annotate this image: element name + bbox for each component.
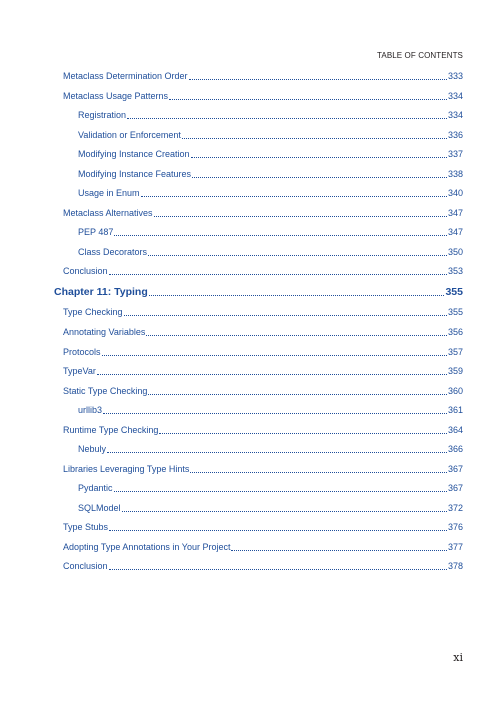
toc-entry[interactable] — [78, 502, 463, 514]
toc-entry-page-number: 333 — [447, 71, 463, 81]
toc-entry-title: Adopting Type Annotations in Your Project — [63, 542, 231, 552]
toc-entry-page-number: 355 — [445, 286, 463, 298]
toc-entry-page-number: 336 — [447, 130, 463, 140]
toc-entry[interactable] — [63, 265, 463, 277]
dot-leader — [146, 326, 447, 336]
toc-entry-page-number: 377 — [447, 542, 463, 552]
toc-entry-page-number: 355 — [447, 307, 463, 317]
toc-entry[interactable] — [78, 187, 463, 199]
toc-entry-page-number: 367 — [447, 483, 463, 493]
toc-entry[interactable] — [63, 463, 463, 475]
toc-entry-page-number: 361 — [447, 405, 463, 415]
toc-entry-page-number: 367 — [447, 464, 463, 474]
dot-leader — [148, 385, 447, 395]
toc-entry-title: PEP 487 — [78, 227, 114, 237]
toc-entry-title: Conclusion — [63, 561, 108, 571]
page-number: xi — [453, 651, 463, 664]
toc-entry-page-number: 372 — [447, 503, 463, 513]
dot-leader — [107, 443, 447, 453]
toc-entry-title: Chapter 11: Typing — [54, 286, 148, 298]
dot-leader — [182, 129, 447, 139]
dot-leader — [231, 541, 447, 551]
toc-entry-title: Conclusion — [63, 266, 108, 276]
dot-leader — [189, 70, 447, 80]
toc-entry[interactable] — [63, 207, 463, 219]
dot-leader — [122, 502, 447, 512]
dot-leader — [102, 346, 447, 356]
dot-leader — [159, 424, 447, 434]
toc-entry-title: Modifying Instance Creation — [78, 149, 190, 159]
dot-leader — [97, 365, 447, 375]
toc-chapter-entry[interactable] — [54, 285, 463, 299]
toc-entry-page-number: 356 — [447, 327, 463, 337]
toc-entry[interactable] — [78, 443, 463, 455]
dot-leader — [154, 207, 447, 217]
toc-entry-title: SQLModel — [78, 503, 121, 513]
toc-entry-title: Metaclass Determination Order — [63, 71, 188, 81]
toc-entry-page-number: 359 — [447, 366, 463, 376]
toc-entry[interactable] — [63, 306, 463, 318]
toc-entry-title: Registration — [78, 110, 127, 120]
toc-entry-title: Validation or Enforcement — [78, 130, 181, 140]
toc-entry-title: Usage in Enum — [78, 188, 140, 198]
toc-entry[interactable] — [63, 346, 463, 358]
toc-entry-title: Static Type Checking — [63, 386, 148, 396]
toc-entry[interactable] — [78, 246, 463, 258]
toc-entry-page-number: 347 — [447, 208, 463, 218]
dot-leader — [141, 187, 447, 197]
toc-entry[interactable] — [78, 148, 463, 160]
running-header: TABLE OF CONTENTS — [376, 51, 463, 60]
toc-entry[interactable] — [63, 560, 463, 572]
toc-entry-page-number: 364 — [447, 425, 463, 435]
dot-leader — [169, 90, 447, 100]
toc-entry-title: Protocols — [63, 347, 101, 357]
toc-entry-title: Pydantic — [78, 483, 113, 493]
toc-entry[interactable] — [63, 385, 463, 397]
dot-leader — [109, 560, 447, 570]
toc-entry[interactable] — [78, 404, 463, 416]
toc-entry[interactable] — [63, 541, 463, 553]
toc-entry-title: Metaclass Usage Patterns — [63, 91, 169, 101]
dot-leader — [109, 265, 447, 275]
toc-entry[interactable] — [63, 365, 463, 377]
toc-entry-page-number: 353 — [447, 266, 463, 276]
toc-entry[interactable] — [63, 70, 463, 82]
toc-entry[interactable] — [78, 129, 463, 141]
toc-entry-title: Type Checking — [63, 307, 123, 317]
toc-entry-page-number: 347 — [447, 227, 463, 237]
toc-entry-page-number: 378 — [447, 561, 463, 571]
toc-entry[interactable] — [63, 424, 463, 436]
toc-entry-title: Annotating Variables — [63, 327, 146, 337]
dot-leader — [190, 463, 447, 473]
toc-entry-page-number: 334 — [447, 91, 463, 101]
toc-entry-page-number: 338 — [447, 169, 463, 179]
toc-entry[interactable] — [78, 109, 463, 121]
toc-entry-page-number: 360 — [447, 386, 463, 396]
toc-entry-title: Class Decorators — [78, 247, 148, 257]
toc-entry-title: Runtime Type Checking — [63, 425, 159, 435]
dot-leader — [109, 521, 447, 531]
toc-entry[interactable] — [78, 168, 463, 180]
toc-entry-title: Modifying Instance Features — [78, 169, 192, 179]
toc-entry-title: urllib3 — [78, 405, 103, 415]
toc-entry-title: Metaclass Alternatives — [63, 208, 153, 218]
toc-entry-title: Nebuly — [78, 444, 107, 454]
dot-leader — [149, 285, 445, 296]
toc-entry-page-number: 337 — [447, 149, 463, 159]
toc-entry-page-number: 366 — [447, 444, 463, 454]
dot-leader — [191, 148, 447, 158]
dot-leader — [127, 109, 447, 119]
toc-entry-page-number: 334 — [447, 110, 463, 120]
toc-entry-title: Type Stubs — [63, 522, 109, 532]
dot-leader — [124, 306, 447, 316]
dot-leader — [114, 226, 447, 236]
toc-entry[interactable] — [63, 521, 463, 533]
dot-leader — [192, 168, 447, 178]
toc-entry[interactable] — [63, 326, 463, 338]
toc-entry-page-number: 357 — [447, 347, 463, 357]
toc-entry[interactable] — [63, 90, 463, 102]
toc-entry-title: Libraries Leveraging Type Hints — [63, 464, 190, 474]
dot-leader — [103, 404, 447, 414]
toc-entry-page-number: 350 — [447, 247, 463, 257]
toc-entry-page-number: 340 — [447, 188, 463, 198]
toc-entry-title: TypeVar — [63, 366, 96, 376]
toc-entry[interactable] — [78, 482, 463, 494]
toc-entry[interactable] — [78, 226, 463, 238]
dot-leader — [114, 482, 447, 492]
toc-entry-page-number: 376 — [447, 522, 463, 532]
dot-leader — [148, 246, 447, 256]
